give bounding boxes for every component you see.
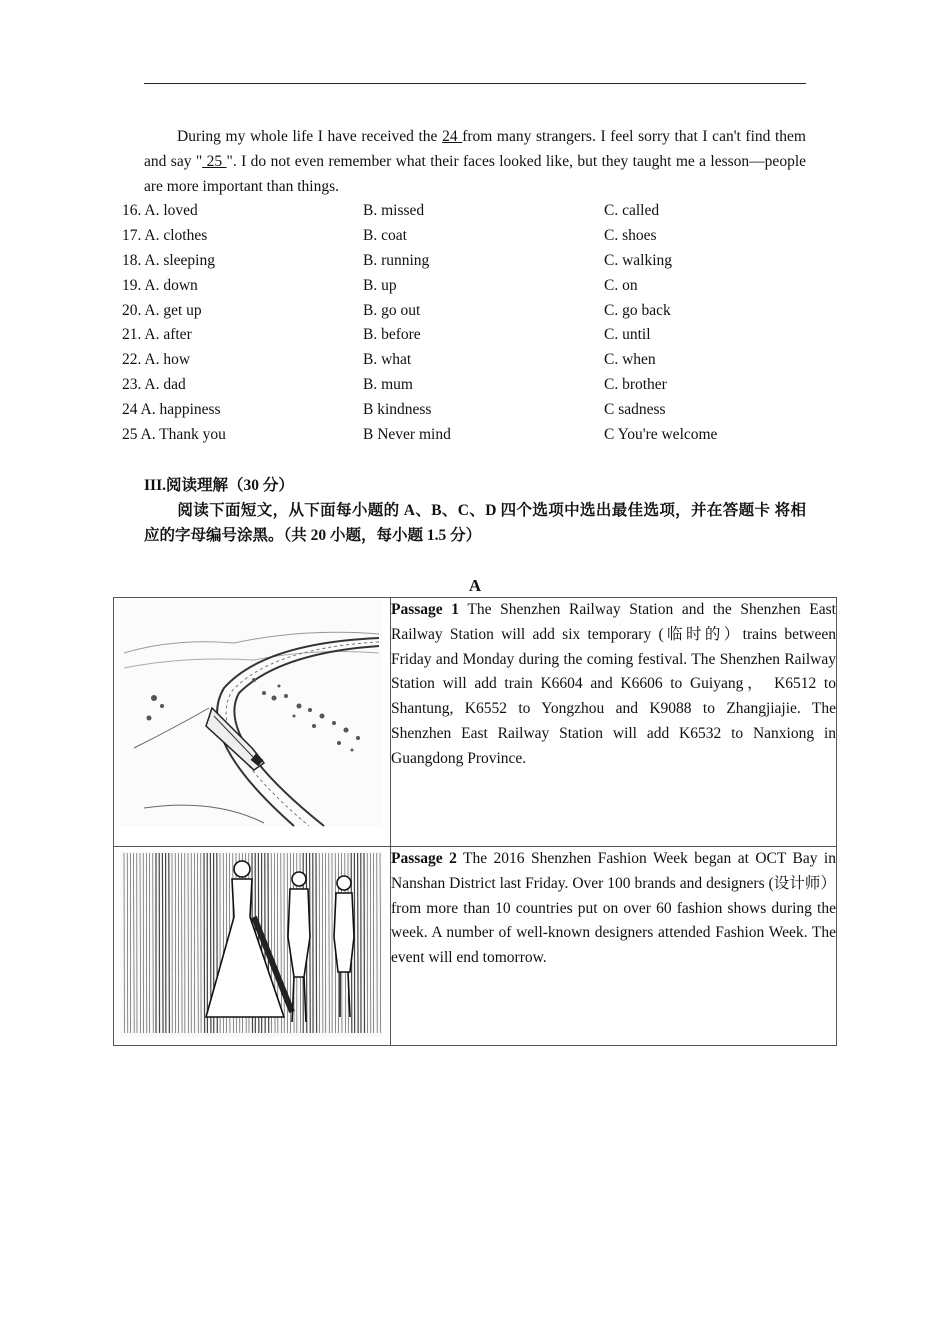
blank-24: 24 [442,128,463,145]
option-c: C. until [604,326,651,344]
section-instruction [144,498,806,548]
option-row [122,373,822,398]
option-a: 23. A. dad [122,376,186,394]
option-a: 24 A. happiness [122,401,221,419]
option-a: 21. A. after [122,326,192,344]
passage-label: Passage 1 [391,601,460,618]
cloze-paragraph [144,124,806,199]
section-title: III.阅读理解（30 分） [144,477,294,494]
passage-label: Passage 2 [391,850,457,867]
option-c: C. go back [604,301,671,319]
option-b: B kindness [363,401,432,419]
passage-text: The Shenzhen Railway Station and the Shenzhen East Railway Station will add six temporary (临时的）trains between Friday and Monday during the coming festival. The Shenzhen Railway Station will add train K6604 and K6606 to Guiyang， K6512 to Shantung, K6552 to Yongzhou and K9088 to Zhangjiajie. The Shenzhen East Railway Station will add K6532 to Nanxiong in Guangdong Province. [391,601,836,767]
option-b: B. mum [363,376,413,394]
option-a: 22. A. how [122,351,191,369]
option-list [122,199,822,448]
header-rule [144,83,806,84]
paragraph-text: ". I do not even remember what their faces looked like, but they taught me a lesson—people are more important than things. [144,153,807,195]
option-b: B. running [363,251,430,269]
fashion-illustration [114,847,390,1045]
option-a: 25 A. Thank you [122,426,226,444]
passage-text: The 2016 Shenzhen Fashion Week began at OCT Bay in Nanshan District last Friday. Over 100 brands and designers (设计师）from more than 10 countries put on over 60 fashion shows during the week. A number of well-known designers attended Fashion Week. The event will end tomorrow. [391,850,836,967]
option-row [122,199,822,224]
option-b: B. before [363,326,421,344]
paragraph-text: During my whole life I have received the [177,128,443,145]
blank-25: 25 [202,153,227,170]
passage-row [114,847,837,1046]
option-c: C sadness [604,401,666,419]
instruction-text: 阅读下面短文，从下面每小题的 A、B、C、D 四个选项中选出最佳选项，并在答题卡 将相应的字母编号涂黑。（共 20 小题，每小题 1.5 分） [144,502,806,544]
paragraph-text: from many strangers. I feel sorry that I can't find them and say " [144,128,806,170]
option-row [122,224,822,249]
train-illustration-cell [114,598,391,847]
option-row [122,299,822,324]
option-b: B Never mind [363,426,451,444]
option-c: C. on [604,276,638,294]
option-b: B. up [363,276,397,294]
option-b: B. missed [363,202,425,219]
option-row [122,274,822,299]
option-a: 19. A. down [122,276,198,294]
option-c: C. brother [604,376,667,394]
option-c: C. called [604,202,660,219]
option-c: C. when [604,351,656,369]
option-c: C. shoes [604,226,657,244]
option-row [122,323,822,348]
option-b: B. go out [363,301,421,319]
option-b: B. coat [363,226,407,244]
passage-row [114,598,837,847]
option-c: C. walking [604,251,673,269]
option-b: B. what [363,351,412,369]
option-row [122,348,822,373]
option-row [122,398,822,423]
option-c: C You're welcome [604,426,718,444]
train-illustration [114,598,390,846]
option-row [122,249,822,274]
passage-2-cell [391,847,837,1046]
passages-table [113,597,837,1046]
passage-1-cell [391,598,837,847]
option-a: 18. A. sleeping [122,251,215,269]
option-a: 17. A. clothes [122,226,208,244]
option-a: 16. A. loved [122,202,198,219]
option-a: 20. A. get up [122,301,202,319]
part-letter: A [468,576,482,595]
fashion-illustration-cell [114,847,391,1046]
option-row [122,423,822,448]
